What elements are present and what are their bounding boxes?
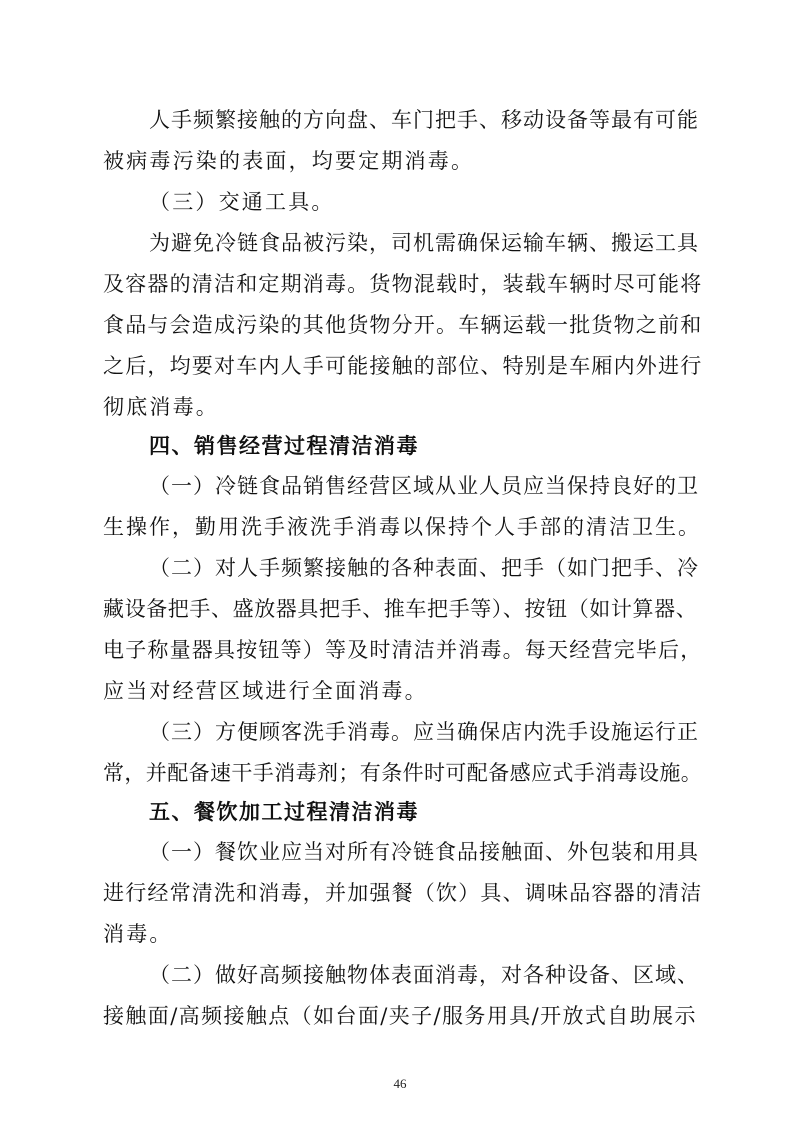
body-text-line: （一）冷链食品销售经营区域从业人员应当保持良好的卫 <box>149 474 699 498</box>
body-text-line: 人手频繁接触的方向盘、车门把手、移动设备等最有可能 <box>149 108 699 132</box>
body-text-line: 接触面/高频接触点（如台面/夹子/服务用具/开放式自助展示 <box>103 1004 697 1028</box>
subsection-heading: （三）交通工具。 <box>149 190 335 214</box>
body-text-line: 藏设备把手、盛放器具把手、推车把手等）、按钮（如计算器、 <box>103 597 698 621</box>
body-text-line: （二）做好高频接触物体表面消毒，对各种设备、区域、 <box>149 963 699 987</box>
body-text-line: 应当对经营区域进行全面消毒。 <box>103 679 428 703</box>
body-text-line: 之后，均要对车内人手可能接触的部位、特别是车厢内外进行 <box>103 354 703 378</box>
body-text-line: 生操作，勤用洗手液洗手消毒以保持个人手部的清洁卫生。 <box>103 515 701 539</box>
body-text-line: 及容器的清洁和定期消毒。货物混载时，装载车辆时尽可能将 <box>103 272 703 296</box>
section-heading-5: 五、餐饮加工过程清洁消毒 <box>149 800 419 824</box>
body-text-line: 彻底消毒。 <box>103 395 219 419</box>
body-text-line: 常，并配备速干手消毒剂；有条件时可配备感应式手消毒设施。 <box>103 761 703 785</box>
body-text-line: （三）方便顾客洗手消毒。应当确保店内洗手设施运行正 <box>149 720 699 744</box>
body-text-line: 被病毒污染的表面，均要定期消毒。 <box>103 149 475 173</box>
section-heading-4: 四、销售经营过程清洁消毒 <box>149 434 419 458</box>
body-text-line: （一）餐饮业应当对所有冷链食品接触面、外包装和用具 <box>149 840 699 864</box>
page-number: 46 <box>393 1076 407 1091</box>
body-text-line: 进行经常清洗和消毒，并加强餐（饮）具、调味品容器的清洁 <box>103 881 703 905</box>
body-text-line: 电子称量器具按钮等）等及时清洁并消毒。每天经营完毕后， <box>103 638 703 662</box>
body-text-line: 为避免冷链食品被污染，司机需确保运输车辆、搬运工具 <box>149 231 699 255</box>
body-text-line: （二）对人手频繁接触的各种表面、把手（如门把手、冷 <box>149 556 699 580</box>
body-text-line: 食品与会造成污染的其他货物分开。车辆运载一批货物之前和 <box>103 313 703 337</box>
body-text-line: 消毒。 <box>103 922 173 946</box>
